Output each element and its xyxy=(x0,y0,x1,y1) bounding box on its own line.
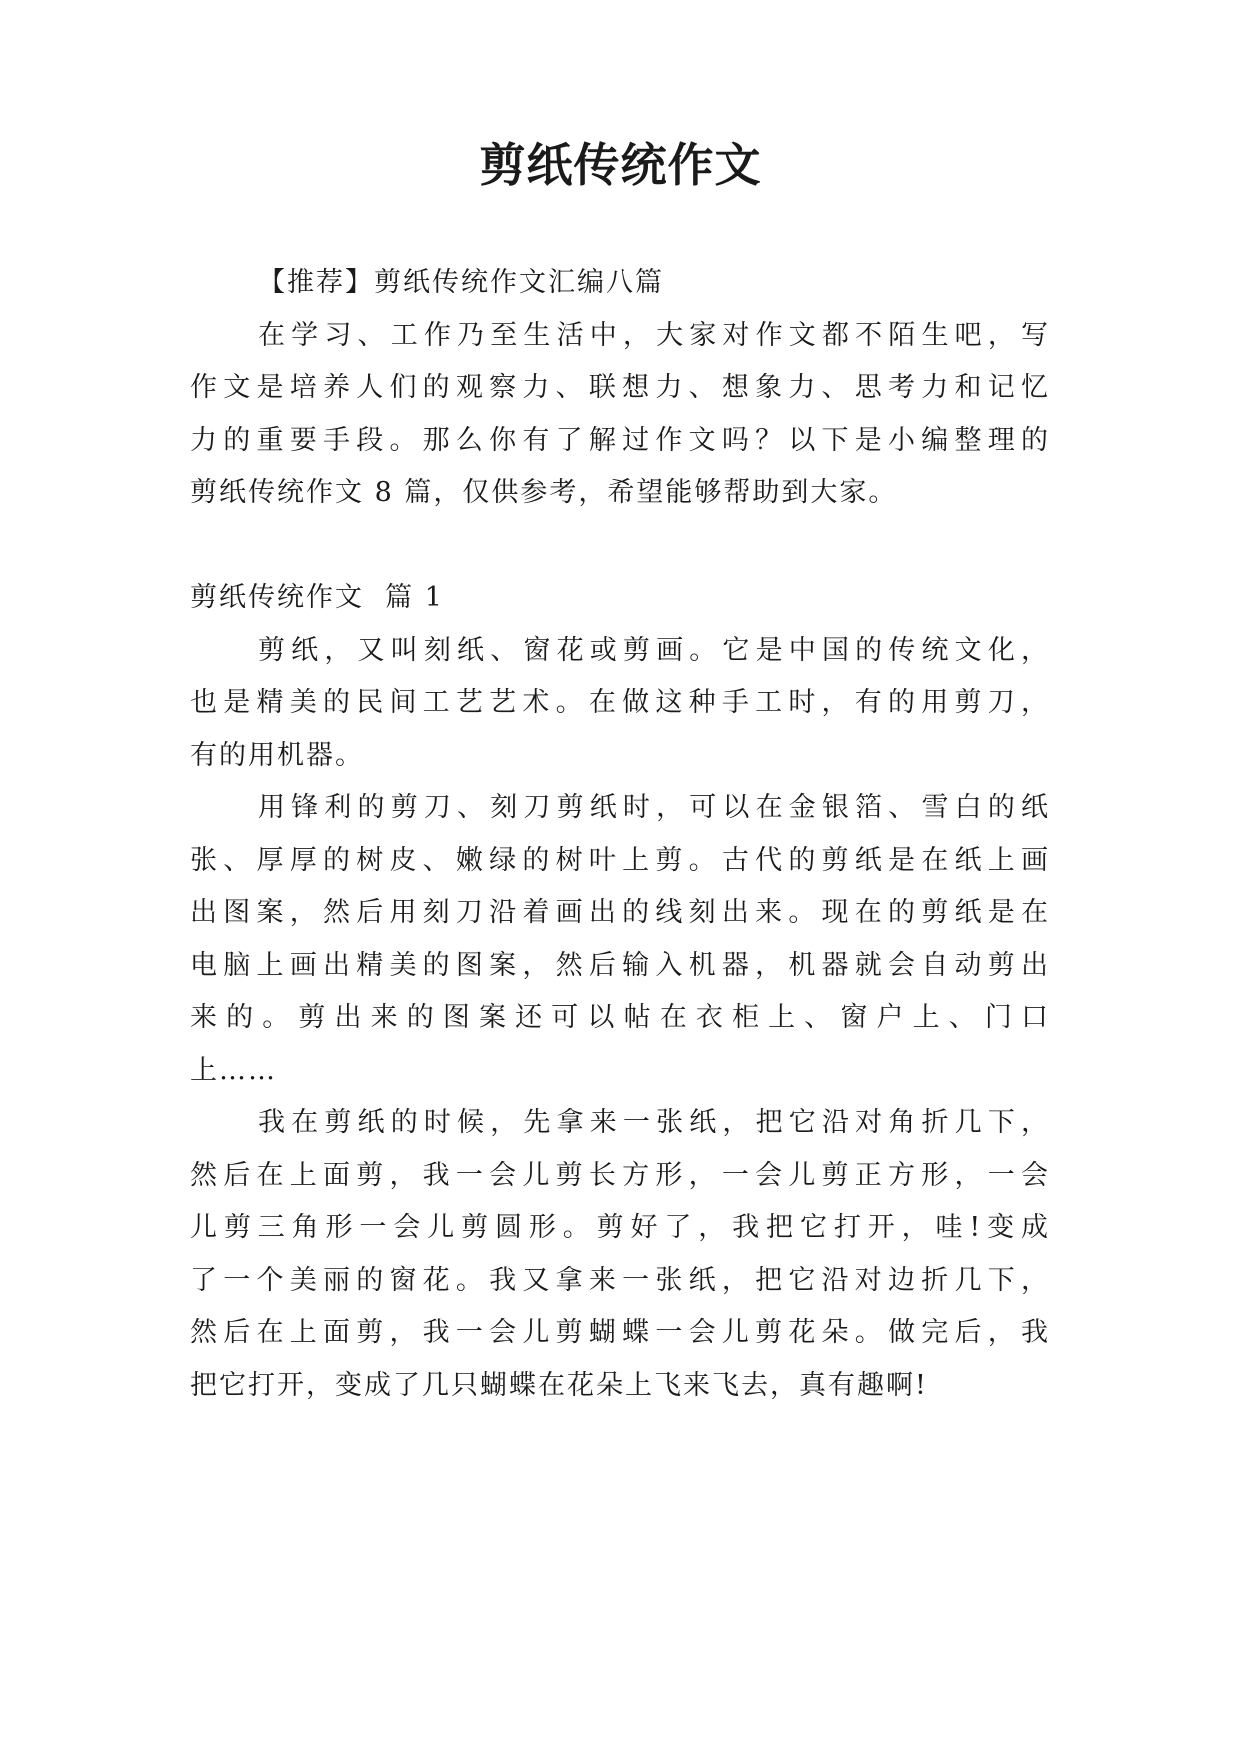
paragraph-line: 儿剪三角形一会儿剪圆形。剪好了，我把它打开，哇!变成 xyxy=(190,1212,1050,1243)
paragraph-line: 作文是培养人们的观察力、联想力、想象力、思考力和记忆 xyxy=(190,372,1050,403)
paragraph-line: 也是精美的民间工艺艺术。在做这种手工时，有的用剪刀， xyxy=(190,687,1050,718)
paragraph-line: 在学习、工作乃至生活中，大家对作文都不陌生吧，写 xyxy=(258,319,1050,351)
paragraph-line: 电脑上画出精美的图案，然后输入机器，机器就会自动剪出 xyxy=(190,949,1050,981)
paragraph-line: 有的用机器。 xyxy=(190,739,364,771)
paragraph-line: 我在剪纸的时候，先拿来一张纸，把它沿对角折几下， xyxy=(258,1107,1050,1138)
paragraph-line: 然后在上面剪，我一会儿剪蝴蝶一会儿剪花朵。做完后，我 xyxy=(190,1317,1050,1348)
section-heading: 剪纸传统作文 篇 1 xyxy=(190,582,444,613)
paragraph-line: 张、厚厚的树皮、嫩绿的树叶上剪。古代的剪纸是在纸上画 xyxy=(190,844,1050,876)
paragraph-line: 剪纸传统作文 8 篇，仅供参考，希望能够帮助到大家。 xyxy=(190,477,898,508)
paragraph-line: 把它打开，变成了几只蝴蝶在花朵上飞来飞去，真有趣啊! xyxy=(190,1369,928,1401)
paragraph-line: 用锋利的剪刀、刻刀剪纸时，可以在金银箔、雪白的纸 xyxy=(258,792,1050,823)
paragraph-line: 出图案，然后用刻刀沿着画出的线刻出来。现在的剪纸是在 xyxy=(190,897,1050,928)
paragraph-line: 剪纸，又叫刻纸、窗花或剪画。它是中国的传统文化， xyxy=(258,634,1050,666)
essay-paragraph-1 xyxy=(190,625,1050,783)
paragraph-line: 力的重要手段。那么你有了解过作文吗？以下是小编整理的 xyxy=(190,424,1050,456)
document-body xyxy=(190,257,1050,1412)
page-title: 剪纸传统作文 xyxy=(479,138,762,192)
essay-paragraph-3 xyxy=(190,1097,1050,1412)
paragraph-line: 然后在上面剪，我一会儿剪长方形，一会儿剪正方形，一会 xyxy=(190,1159,1050,1191)
intro-paragraph xyxy=(190,310,1050,520)
blank-line xyxy=(190,520,1050,573)
recommend-line: 【推荐】剪纸传统作文汇编八篇 xyxy=(258,267,664,298)
essay-paragraph-2 xyxy=(190,782,1050,1097)
paragraph-line: 上…… xyxy=(190,1054,277,1086)
paragraph-line: 了一个美丽的窗花。我又拿来一张纸，把它沿对边折几下， xyxy=(190,1264,1050,1296)
paragraph-line: 来的。剪出来的图案还可以帖在衣柜上、窗户上、门口 xyxy=(190,1002,1050,1033)
